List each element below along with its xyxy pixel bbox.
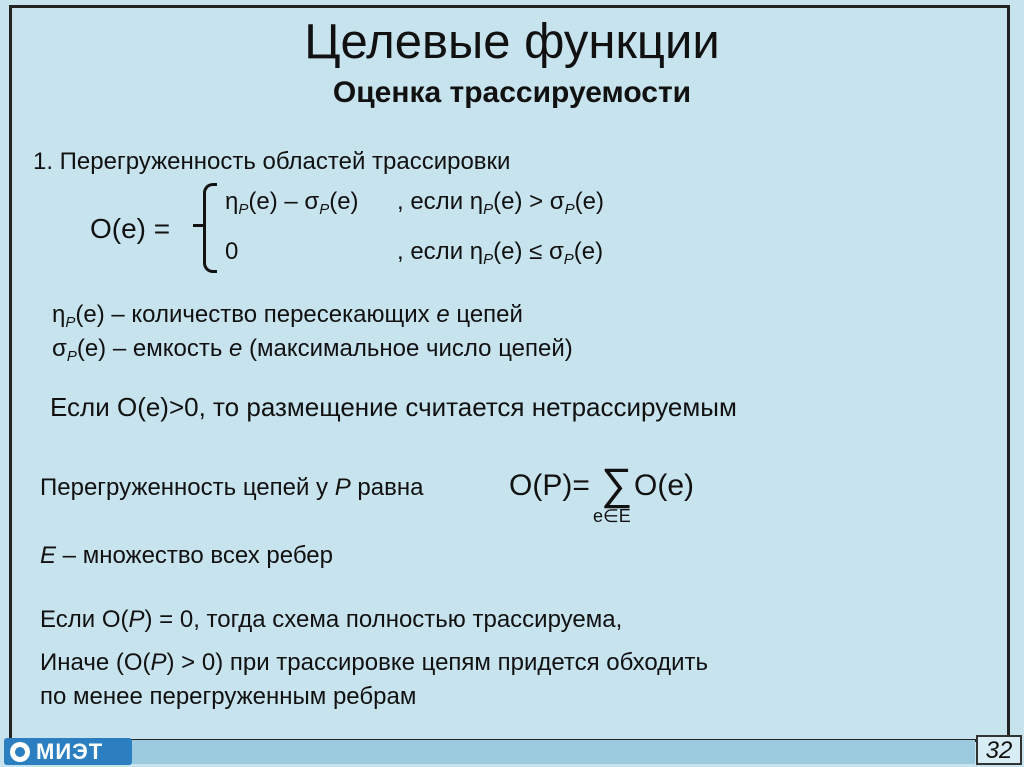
footer-band xyxy=(130,740,975,764)
sum-formula-lhs: O(P)= xyxy=(509,469,590,502)
sum-sigma: ∑ xyxy=(601,460,633,509)
item-1-heading: 1. Перегруженность областей трассировки xyxy=(33,148,511,175)
case-2-expression: 0 xyxy=(225,238,239,265)
logo-circle-icon xyxy=(10,742,30,762)
sum-subscript: e∈E xyxy=(593,506,631,526)
miet-logo xyxy=(4,738,132,765)
condition-not-routable: Иначе (O(P) > 0) при трассировке цепям придется обходить xyxy=(40,649,709,676)
net-overload-label: Перегруженность цепей у P равна xyxy=(40,474,424,501)
slide-title: Целевые функции xyxy=(304,15,720,69)
nonroutable-statement: Если O(e)>0, то размещение считается нетрассируемым xyxy=(50,392,737,422)
page-number: 32 xyxy=(976,735,1022,765)
slide-subtitle: Оценка трассируемости xyxy=(332,76,692,109)
condition-routable: Если O(P) = 0, тогда схема полностью трассируема, xyxy=(40,606,623,633)
formula-lhs: O(e) = xyxy=(90,213,171,244)
curly-brace xyxy=(203,183,217,273)
sum-formula-rhs: O(e) xyxy=(634,469,694,502)
case-2-condition: , если $\eta_P(e) \le \sigma_P(e)$ xyxy=(397,238,604,268)
e-set-definition: E – множество всех ребер xyxy=(40,542,333,569)
condition-not-routable-cont: по менее перегруженным ребрам xyxy=(40,683,417,710)
curly-brace-tip xyxy=(193,224,205,227)
case-1-expression: $\eta_P(e) - \sigma_P(e)$ xyxy=(225,188,359,218)
logo-text: МИЭТ xyxy=(36,738,104,764)
sigma-definition: $\sigma_P(e)$ – емкость e (максимальное число цепей) xyxy=(52,335,573,365)
eta-definition: $\eta_P(e)$ – количество пересекающих e цепей xyxy=(52,301,523,331)
case-1-condition: , если $\eta_P(e) > \sigma_P(e)$ xyxy=(397,188,604,218)
